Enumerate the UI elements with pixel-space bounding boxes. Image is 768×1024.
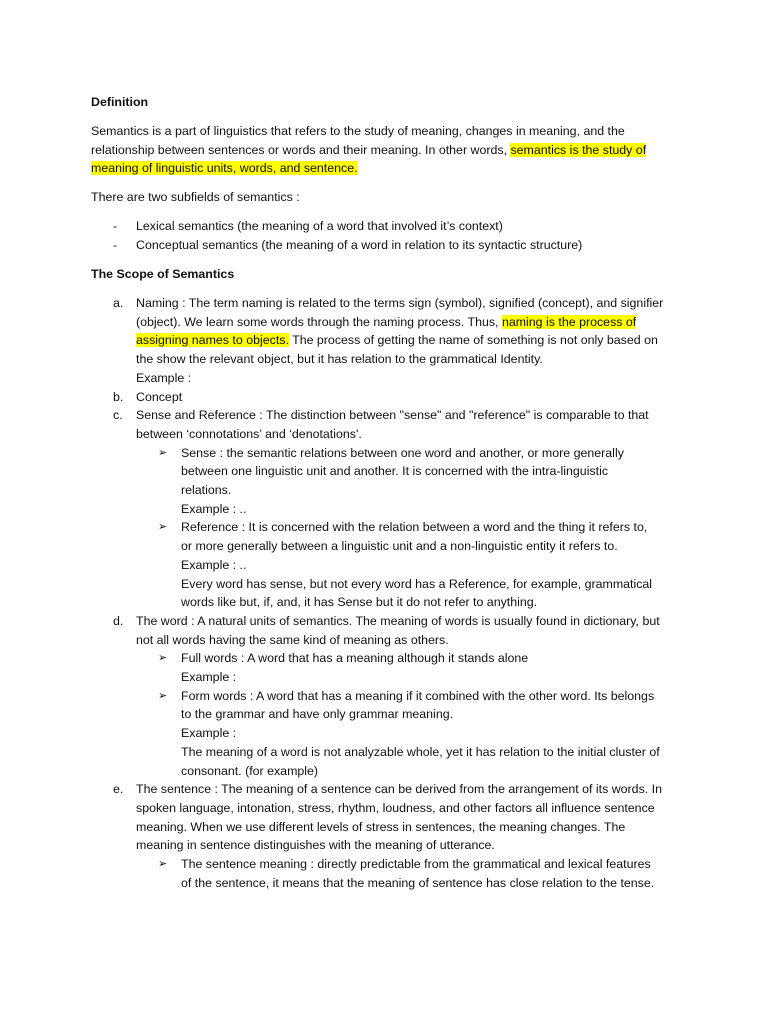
naming-line-2 [136, 313, 713, 332]
reference-bullet [113, 518, 713, 612]
list-item-text: Conceptual semantics (the meaning of a word in relation to its syntactic structure) [136, 238, 583, 252]
full-words-example: Example : [181, 670, 237, 685]
list-marker: a. [113, 296, 124, 310]
sense-bullet [113, 444, 713, 519]
sentence-meaning-line-1: The sentence meaning : directly predictable from the grammatical and lexical features [181, 857, 651, 872]
scope-item-word [113, 612, 713, 649]
naming-line-2-text: (object). We learn some words through the naming process. Thus, [136, 314, 502, 329]
sense-reference-line-1: Sense and Reference : The distinction between "sense" and "reference" is comparable to that [136, 408, 649, 423]
reference-example: Example : .. [181, 557, 247, 572]
form-words-line-1: Form words : A word that has a meaning if it combined with the other word. Its belongs [181, 688, 655, 703]
reference-note-2: words like but, if, and, it has Sense but it do not refer to anything. [181, 595, 538, 610]
arrow-bullet-icon: ➢ [158, 446, 168, 459]
definition-line-2 [91, 141, 681, 160]
sense-line-2: between one linguistic unit and another. It is concerned with the intra-linguistic [181, 464, 609, 479]
sentence-meaning-bullet [113, 855, 713, 892]
naming-line-3-text: The process of getting the name of something is not only based on [288, 333, 658, 348]
arrow-bullet-icon: ➢ [158, 521, 168, 534]
list-item [113, 217, 713, 236]
scope-item-naming [113, 294, 713, 388]
definition-line-1: Semantics is a part of linguistics that refers to the study of meaning, changes in meaning, and the [91, 124, 625, 138]
arrow-bullet-icon: ➢ [158, 858, 168, 871]
subfields-intro: There are two subfields of semantics : [91, 190, 300, 204]
scope-heading: The Scope of Semantics [91, 267, 235, 281]
list-marker: b. [113, 389, 124, 404]
sentence-line-3: meaning. When we use different levels of stress in sentences, the meaning changes. The [136, 819, 626, 834]
scope-list [113, 294, 713, 893]
subfields-list [113, 217, 713, 255]
scope-item-concept [113, 388, 713, 407]
sentence-line-4: meaning in sentence distinguishes with the meaning of utterance. [136, 838, 495, 853]
reference-line-2: or more generally between a linguistic unit and a non-linguistic entity it refers to. [181, 539, 618, 554]
form-words-example: Example : [181, 726, 237, 741]
full-words-bullet [113, 649, 713, 686]
naming-example: Example : [136, 370, 192, 385]
sentence-meaning-line-2: of the sentence, it means that the meaning of sentence has close relation to the tense. [181, 875, 655, 890]
highlighted-text: semantics is the study of [510, 142, 647, 157]
list-item-text: Lexical semantics (the meaning of a word that involved it’s context) [136, 219, 503, 233]
highlighted-text: meaning of linguistic units, words, and sentence. [91, 161, 358, 176]
form-words-note-2: consonant. (for example) [181, 763, 319, 778]
scope-item-sense-reference [113, 406, 713, 443]
naming-line-4: the show the relevant object, but it has relation to the grammatical Identity. [136, 352, 543, 367]
arrow-bullet-icon: ➢ [158, 652, 168, 665]
form-words-note-1: The meaning of a word is not analyzable whole, yet it has relation to the initial cluster of [181, 744, 660, 759]
dash-marker: - [113, 238, 118, 252]
sense-example: Example : .. [181, 501, 247, 516]
definition-paragraph [91, 122, 681, 178]
highlighted-text: assigning names to objects. [136, 333, 289, 348]
definition-heading: Definition [91, 95, 149, 109]
word-line-1: The word : A natural units of semantics. The meaning of words is usually found in dictionary, but [136, 613, 660, 628]
concept-line-1: Concept [136, 389, 183, 404]
full-words-line-1: Full words : A word that has a meaning although it stands alone [181, 651, 529, 666]
highlighted-text: naming is the process of [501, 314, 637, 329]
form-words-line-2: to the grammar and have only grammar meaning. [181, 707, 454, 722]
naming-line-3 [136, 331, 713, 350]
sense-line-1: Sense : the semantic relations between one word and another, or more generally [181, 445, 624, 460]
list-marker: c. [113, 408, 123, 423]
definition-line-3 [91, 159, 681, 178]
list-marker: e. [113, 782, 124, 797]
list-item [113, 236, 713, 255]
naming-line-1: Naming : The term naming is related to the terms sign (symbol), signified (concept), and signifier [136, 296, 664, 310]
word-line-2: not all words having the same kind of meaning as others. [136, 632, 449, 647]
sense-line-3: relations. [181, 483, 232, 498]
reference-line-1: Reference : It is concerned with the relation between a word and the thing it refers to, [181, 520, 648, 535]
sentence-line-1: The sentence : The meaning of a sentence can be derived from the arrangement of its words. In [136, 782, 662, 797]
sense-reference-line-2: between ‘connotations’ and ‘denotations'. [136, 426, 362, 441]
sentence-line-2: spoken language, intonation, stress, rhythm, loudness, and other factors all influence sentence [136, 800, 655, 815]
form-words-bullet [113, 687, 713, 781]
definition-line-2-text: relationship between sentences or words and their meaning. In other words, [91, 142, 511, 157]
reference-note-1: Every word has sense, but not every word has a Reference, for example, grammatical [181, 576, 653, 591]
arrow-bullet-icon: ➢ [158, 689, 168, 702]
scope-item-sentence [113, 780, 713, 855]
dash-marker: - [113, 219, 118, 233]
list-marker: d. [113, 613, 124, 628]
